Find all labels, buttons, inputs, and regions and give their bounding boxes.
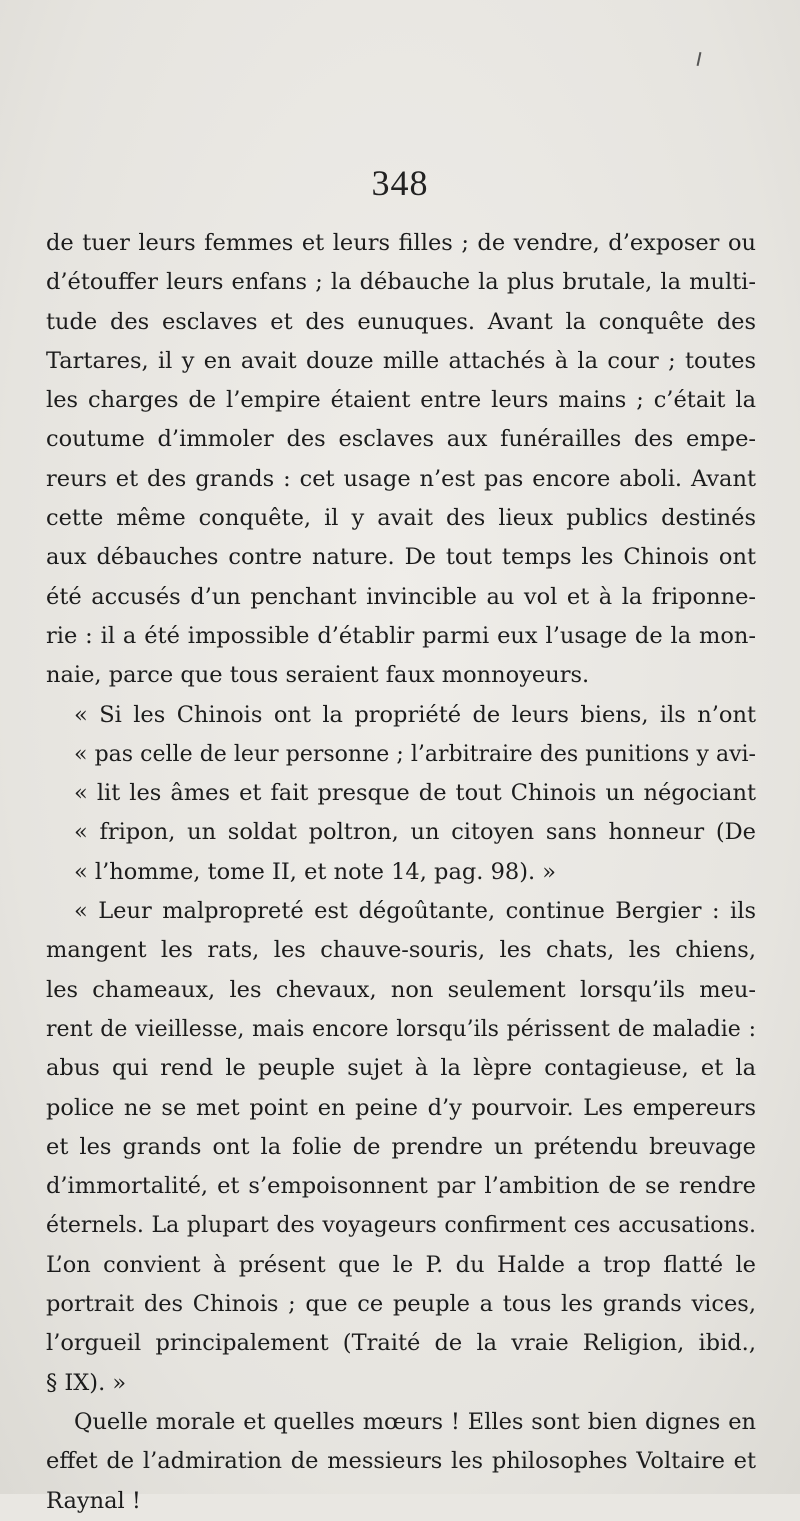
text-line: les charges de l’empire étaient entre leurs mains ; c’était la [46,387,756,414]
text-line: rie : il a été impossible d’établir parmi eux l’usage de la mon- [46,622,756,649]
text-line: rent de vieillesse, mais encore lorsqu’ils périssent de maladie : [46,1016,756,1042]
text-line: de tuer leurs femmes et leurs filles ; de vendre, d’exposer ou [46,230,756,256]
text-line: et les grands ont la folie de prendre un prétendu breuvage [46,1133,756,1160]
page-number: 348 [371,163,429,203]
text-line: les chameaux, les chevaux, non seulement lorsqu’ils meu- [46,976,756,1003]
text-line: « pas celle de leur personne ; l’arbitraire des punitions y avi- [74,741,756,767]
text-line: « lit les âmes et fait presque de tout Chinois un négociant [74,780,756,807]
text-line: effet de l’admiration de messieurs les philosophes Voltaire et [46,1448,756,1475]
text-line: aux débauches contre nature. De tout temps les Chinois ont [46,544,756,571]
text-line: éternels. La plupart des voyageurs confirment ces accusations. [46,1213,756,1239]
text-line: Quelle morale et quelles mœurs ! Elles sont bien dignes en [74,1408,756,1435]
text-line: coutume d’immoler des esclaves aux funérailles des empe- [46,426,756,453]
text-line: reurs et des grands : cet usage n’est pas encore aboli. Avant [46,465,756,492]
text-line: tude des esclaves et des eunuques. Avant la conquête des [46,308,756,335]
text-line: d’étouffer leurs enfans ; la débauche la plus brutale, la multi- [46,269,756,296]
text-line: abus qui rend le peuple sujet à la lèpre contagieuse, et la [46,1055,756,1082]
text-line: Tartares, il y en avait douze mille attachés à la cour ; toutes [46,347,756,374]
text-line: l’orgueil principalement (Traité de la vraie Religion, ibid., [46,1330,756,1357]
text-line: cette même conquête, il y avait des lieux publics destinés [46,505,756,532]
text-line: police ne se met point en peine d’y pourvoir. Les empereurs [46,1094,756,1121]
text-line: portrait des Chinois ; que ce peuple a tous les grands vices, [46,1291,756,1318]
text-line: naie, parce que tous seraient faux monnoyeurs. [46,662,590,689]
text-line: d’immortalité, et s’empoisonnent par l’ambition de se rendre [46,1173,756,1200]
body-text [46,224,756,1521]
text-line: mangent les rats, les chauve-souris, les chats, les chiens, [46,937,756,964]
text-line: Raynal ! [46,1487,141,1514]
text-line: « fripon, un soldat poltron, un citoyen sans honneur (De [74,819,756,846]
text-line: L’on convient à présent que le P. du Halde a trop flatté le [46,1251,756,1278]
text-line: § IX). » [46,1369,127,1396]
text-line: été accusés d’un penchant invincible au vol et à la friponne- [46,583,756,610]
text-line: « l’homme, tome II, et note 14, pag. 98). » [74,858,557,885]
ink-mark [697,52,702,66]
text-line: « Leur malpropreté est dégoûtante, continue Bergier : ils [74,898,756,925]
text-line: « Si les Chinois ont la propriété de leurs biens, ils n’ont [74,701,756,728]
